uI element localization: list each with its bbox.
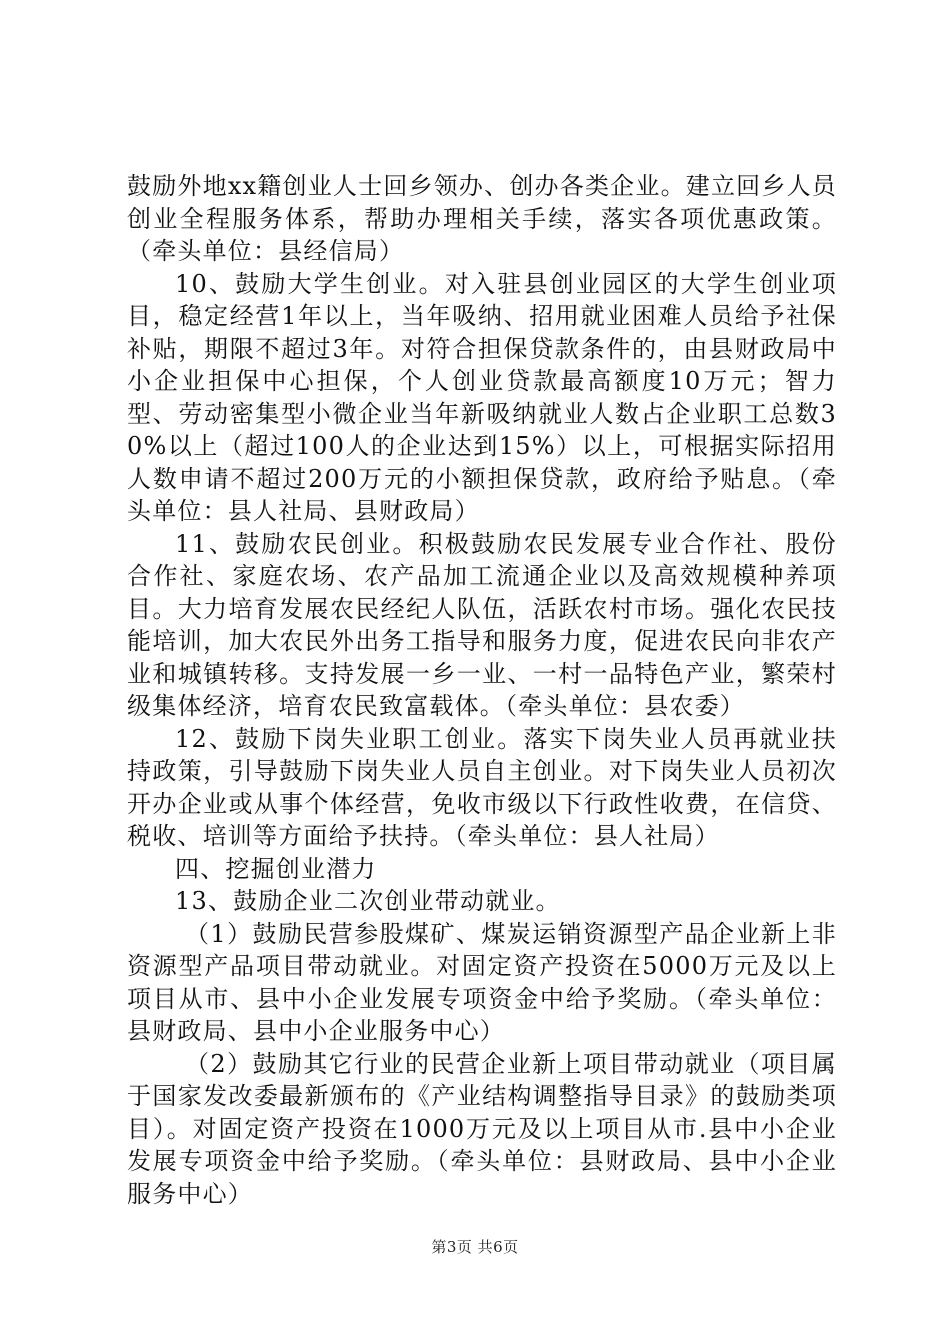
paragraph-item-12-laid-off-workers: 12、鼓励下岗失业职工创业。落实下岗失业人员再就业扶持政策，引导鼓励下岗失业人员自主创业。对下岗失业人员初次开办企业或从事个体经营，免收市级以下行政性收费，在信贷、税收、培训等方面给予扶持。（牵头单位：县人社局） (127, 724, 837, 850)
paragraph-item-10-college-students: 10、鼓励大学生创业。对入驻县创业园区的大学生创业项目，稳定经营1年以上，当年吸纳、招用就业困难人员给予社保补贴，期限不超过3年。对符合担保贷款条件的，由县财政局中小企业担保中心担保，个人创业贷款最高额度10万元；智力型、劳动密集型小微企业当年新吸纳就业人数占企业职工总数30%以上（超过100人的企业达到15%）以上，可根据实际招用人数申请不超过200万元的小额担保贷款，政府给予贴息。（牵头单位：县人社局、县财政局） (127, 269, 837, 525)
paragraph-item-13-2: （2）鼓励其它行业的民营企业新上项目带动就业（项目属于国家发改委最新颁布的《产业结构调整指导目录》的鼓励类项目）。对固定资产投资在1000万元及以上项目从市.县中小企业发展专项资金中给予奖励。（牵头单位：县财政局、县中小企业服务中心） (127, 1049, 837, 1208)
page-number-footer: 第3页 共6页 (431, 1238, 519, 1256)
paragraph-item-13-1: （1）鼓励民营参股煤矿、煤炭运销资源型产品企业新上非资源型产品项目带动就业。对固定资产投资在5000万元及以上项目从市、县中小企业发展专项资金中给予奖励。（牵头单位：县财政局、县中小企业服务中心） (127, 919, 837, 1045)
document-body (127, 170, 837, 1210)
paragraph-returnee-entrepreneurs: 鼓励外地xx籍创业人士回乡领办、创办各类企业。建立回乡人员创业全程服务体系，帮助办理相关手续，落实各项优惠政策。（牵头单位：县经信局） (127, 172, 837, 265)
paragraph-item-13-heading: 13、鼓励企业二次创业带动就业。 (175, 887, 561, 915)
paragraph-item-11-farmers: 11、鼓励农民创业。积极鼓励农民发展专业合作社、股份合作社、家庭农场、农产品加工流通企业以及高效规模种养项目。大力培育发展农民经纪人队伍，活跃农村市场。强化农民技能培训，加大农民外出务工指导和服务力度，促进农民向非农产业和城镇转移。支持发展一乡一业、一村一品特色产业，繁荣村级集体经济，培育农民致富载体。（牵头单位：县农委） (127, 529, 837, 720)
section-heading-4: 四、挖掘创业潜力 (175, 854, 377, 883)
